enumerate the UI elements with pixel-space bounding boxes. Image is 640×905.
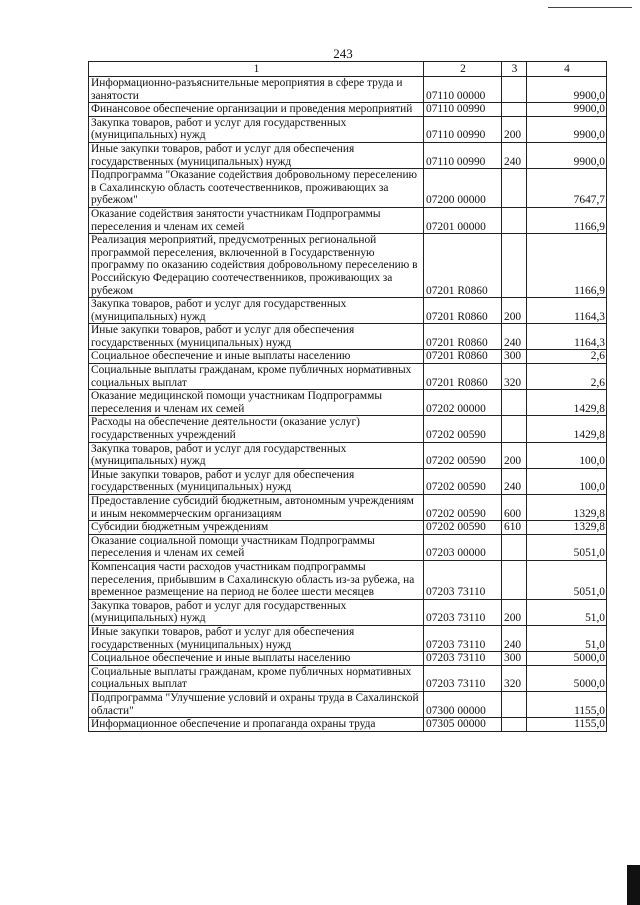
row-amount: 51,0 — [527, 599, 607, 625]
row-type — [502, 169, 527, 208]
row-type: 200 — [502, 442, 527, 468]
row-type: 240 — [502, 324, 527, 350]
row-type: 600 — [502, 495, 527, 521]
row-type — [502, 103, 527, 117]
row-code: 07110 00990 — [424, 103, 502, 117]
table-row — [89, 416, 607, 442]
row-name: Иные закупки товаров, работ и услуг для обеспечения государственных (муниципальных) нужд — [89, 142, 424, 168]
row-code: 07201 R0860 — [424, 324, 502, 350]
table-row — [89, 691, 607, 717]
row-name: Информационное обеспечение и пропаганда охраны труда — [89, 718, 424, 732]
row-code: 07201 00000 — [424, 207, 502, 233]
row-amount: 9900,0 — [527, 103, 607, 117]
row-amount: 2,6 — [527, 350, 607, 364]
budget-table — [88, 61, 607, 732]
row-name: Компенсация части расходов участникам подпрограммы переселения, прибывшим в Сахалинскую область из-за рубежа, на временное размещение на период не более шести месяцев — [89, 560, 424, 599]
row-name: Реализация мероприятий, предусмотренных региональной программой переселения, включенной в Государственную программу по оказанию содействия добровольному переселению в Российскую Федерацию соотечественников, проживающих за рубежом — [89, 234, 424, 298]
row-type — [502, 77, 527, 103]
row-type — [502, 718, 527, 732]
header-row — [89, 62, 607, 77]
row-name: Оказание социальной помощи участникам Подпрограммы переселения и членам их семей — [89, 534, 424, 560]
row-code: 07110 00000 — [424, 77, 502, 103]
table-row — [89, 103, 607, 117]
row-code: 07201 R0860 — [424, 234, 502, 298]
table-row — [89, 364, 607, 390]
table-row — [89, 390, 607, 416]
row-code: 07201 R0860 — [424, 364, 502, 390]
row-code: 07203 73110 — [424, 560, 502, 599]
table-row — [89, 142, 607, 168]
row-code: 07202 00590 — [424, 416, 502, 442]
table-row — [89, 521, 607, 535]
row-code: 07202 00590 — [424, 521, 502, 535]
table-row — [89, 298, 607, 324]
row-code: 07110 00990 — [424, 116, 502, 142]
row-code: 07201 R0860 — [424, 298, 502, 324]
row-amount: 9900,0 — [527, 116, 607, 142]
row-amount: 5051,0 — [527, 534, 607, 560]
row-type — [502, 691, 527, 717]
row-name: Иные закупки товаров, работ и услуг для обеспечения государственных (муниципальных) нужд — [89, 468, 424, 494]
row-code: 07110 00990 — [424, 142, 502, 168]
row-type — [502, 390, 527, 416]
table-row — [89, 169, 607, 208]
row-type: 610 — [502, 521, 527, 535]
row-amount: 9900,0 — [527, 77, 607, 103]
row-code: 07201 R0860 — [424, 350, 502, 364]
row-amount: 1166,9 — [527, 207, 607, 233]
row-amount: 1155,0 — [527, 691, 607, 717]
table-row — [89, 468, 607, 494]
row-amount: 5000,0 — [527, 665, 607, 691]
row-type — [502, 560, 527, 599]
row-name: Подпрограмма "Оказание содействия добровольному переселению в Сахалинскую область соотечественников, проживающих за рубежом" — [89, 169, 424, 208]
row-amount: 51,0 — [527, 625, 607, 651]
row-name: Социальное обеспечение и иные выплаты населению — [89, 350, 424, 364]
row-amount: 1164,3 — [527, 324, 607, 350]
table-row — [89, 625, 607, 651]
header-col-2: 2 — [424, 62, 502, 77]
row-code: 07202 00000 — [424, 390, 502, 416]
row-name: Субсидии бюджетным учреждениям — [89, 521, 424, 535]
row-type: 200 — [502, 116, 527, 142]
row-type — [502, 534, 527, 560]
table-row — [89, 234, 607, 298]
row-code: 07203 73110 — [424, 599, 502, 625]
row-type: 240 — [502, 142, 527, 168]
row-name: Иные закупки товаров, работ и услуг для обеспечения государственных (муниципальных) нужд — [89, 625, 424, 651]
row-amount: 1329,8 — [527, 495, 607, 521]
table-row — [89, 324, 607, 350]
row-name: Закупка товаров, работ и услуг для государственных (муниципальных) нужд — [89, 298, 424, 324]
row-amount: 1329,8 — [527, 521, 607, 535]
table-row — [89, 534, 607, 560]
row-type: 240 — [502, 468, 527, 494]
row-name: Закупка товаров, работ и услуг для государственных (муниципальных) нужд — [89, 599, 424, 625]
row-type — [502, 234, 527, 298]
table-body — [89, 77, 607, 732]
row-code: 07202 00590 — [424, 495, 502, 521]
table-row — [89, 442, 607, 468]
row-type: 200 — [502, 298, 527, 324]
row-name: Предоставление субсидий бюджетным, автономным учреждениям и иным некоммерческим организациям — [89, 495, 424, 521]
table-row — [89, 350, 607, 364]
row-type: 320 — [502, 665, 527, 691]
row-amount: 1164,3 — [527, 298, 607, 324]
row-code: 07202 00590 — [424, 442, 502, 468]
row-amount: 1166,9 — [527, 234, 607, 298]
header-col-3: 3 — [502, 62, 527, 77]
row-code: 07203 73110 — [424, 625, 502, 651]
row-name: Иные закупки товаров, работ и услуг для обеспечения государственных (муниципальных) нужд — [89, 324, 424, 350]
top-rule — [548, 7, 632, 8]
row-type: 200 — [502, 599, 527, 625]
row-code: 07300 00000 — [424, 691, 502, 717]
row-amount: 7647,7 — [527, 169, 607, 208]
row-type: 240 — [502, 625, 527, 651]
table-row — [89, 718, 607, 732]
page-number: 243 — [333, 46, 353, 61]
row-name: Социальные выплаты гражданам, кроме публичных нормативных социальных выплат — [89, 665, 424, 691]
header-col-1: 1 — [89, 62, 424, 77]
row-name: Оказание медицинской помощи участникам Подпрограммы переселения и членам их семей — [89, 390, 424, 416]
table-row — [89, 665, 607, 691]
row-name: Финансовое обеспечение организации и проведения мероприятий — [89, 103, 424, 117]
row-code: 07202 00590 — [424, 468, 502, 494]
table-row — [89, 599, 607, 625]
table-row — [89, 116, 607, 142]
table-row — [89, 207, 607, 233]
row-type — [502, 416, 527, 442]
row-type: 320 — [502, 364, 527, 390]
row-name: Социальное обеспечение и иные выплаты населению — [89, 652, 424, 666]
row-name: Подпрограмма "Улучшение условий и охраны труда в Сахалинской области" — [89, 691, 424, 717]
row-type — [502, 207, 527, 233]
row-name: Оказание содействия занятости участникам Подпрограммы переселения и членам их семей — [89, 207, 424, 233]
row-amount: 1429,8 — [527, 390, 607, 416]
row-code: 07203 73110 — [424, 652, 502, 666]
row-amount: 100,0 — [527, 468, 607, 494]
row-amount: 1429,8 — [527, 416, 607, 442]
row-amount: 100,0 — [527, 442, 607, 468]
row-type: 300 — [502, 350, 527, 364]
row-amount: 5000,0 — [527, 652, 607, 666]
table-row — [89, 652, 607, 666]
row-code: 07203 00000 — [424, 534, 502, 560]
row-name: Информационно-разъяснительные мероприятия в сфере труда и занятости — [89, 77, 424, 103]
table-row — [89, 77, 607, 103]
table-row — [89, 495, 607, 521]
table-row — [89, 560, 607, 599]
row-name: Закупка товаров, работ и услуг для государственных (муниципальных) нужд — [89, 116, 424, 142]
row-amount: 5051,0 — [527, 560, 607, 599]
row-name: Социальные выплаты гражданам, кроме публичных нормативных социальных выплат — [89, 364, 424, 390]
row-code: 07305 00000 — [424, 718, 502, 732]
row-code: 07203 73110 — [424, 665, 502, 691]
row-amount: 9900,0 — [527, 142, 607, 168]
row-code: 07200 00000 — [424, 169, 502, 208]
header-col-4: 4 — [527, 62, 607, 77]
row-amount: 1155,0 — [527, 718, 607, 732]
row-name: Расходы на обеспечение деятельности (оказание услуг) государственных учреждений — [89, 416, 424, 442]
row-type: 300 — [502, 652, 527, 666]
scan-mark — [627, 865, 640, 905]
row-amount: 2,6 — [527, 364, 607, 390]
row-name: Закупка товаров, работ и услуг для государственных (муниципальных) нужд — [89, 442, 424, 468]
